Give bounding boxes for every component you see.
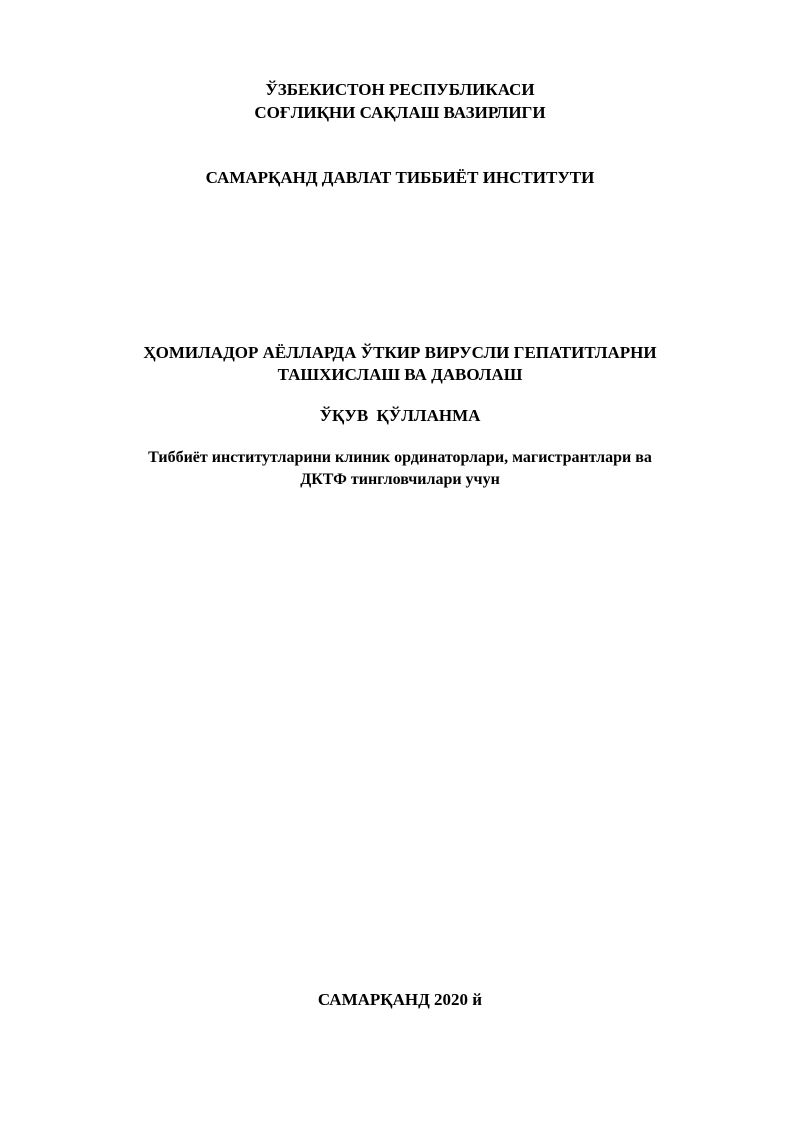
document-type: ЎҚУВ ҚЎЛЛАНМА — [319, 406, 481, 425]
audience-line-2: ДКТФ тингловчилари учун — [300, 471, 500, 488]
audience-line-1: Тиббиёт институтларини клиник ординаторлари, магистрантлари ва — [148, 449, 652, 466]
institute-heading: САМАРҚАНД ДАВЛАТ ТИББИЁТ ИНСТИТУТИ — [205, 168, 595, 187]
title-line-2: ТАШХИСЛАШ ВА ДАВОЛАШ — [277, 365, 523, 384]
ministry-heading: СОҒЛИҚНИ САҚЛАШ ВАЗИРЛИГИ — [254, 103, 546, 122]
title-line-1: ҲОМИЛАДОР АЁЛЛАРДА ЎТКИР ВИРУСЛИ ГЕПАТИТЛАРНИ — [143, 343, 657, 362]
republic-heading: ЎЗБЕКИСТОН РЕСПУБЛИКАСИ — [265, 80, 535, 99]
place-and-year: САМАРҚАНД 2020 й — [317, 990, 483, 1009]
